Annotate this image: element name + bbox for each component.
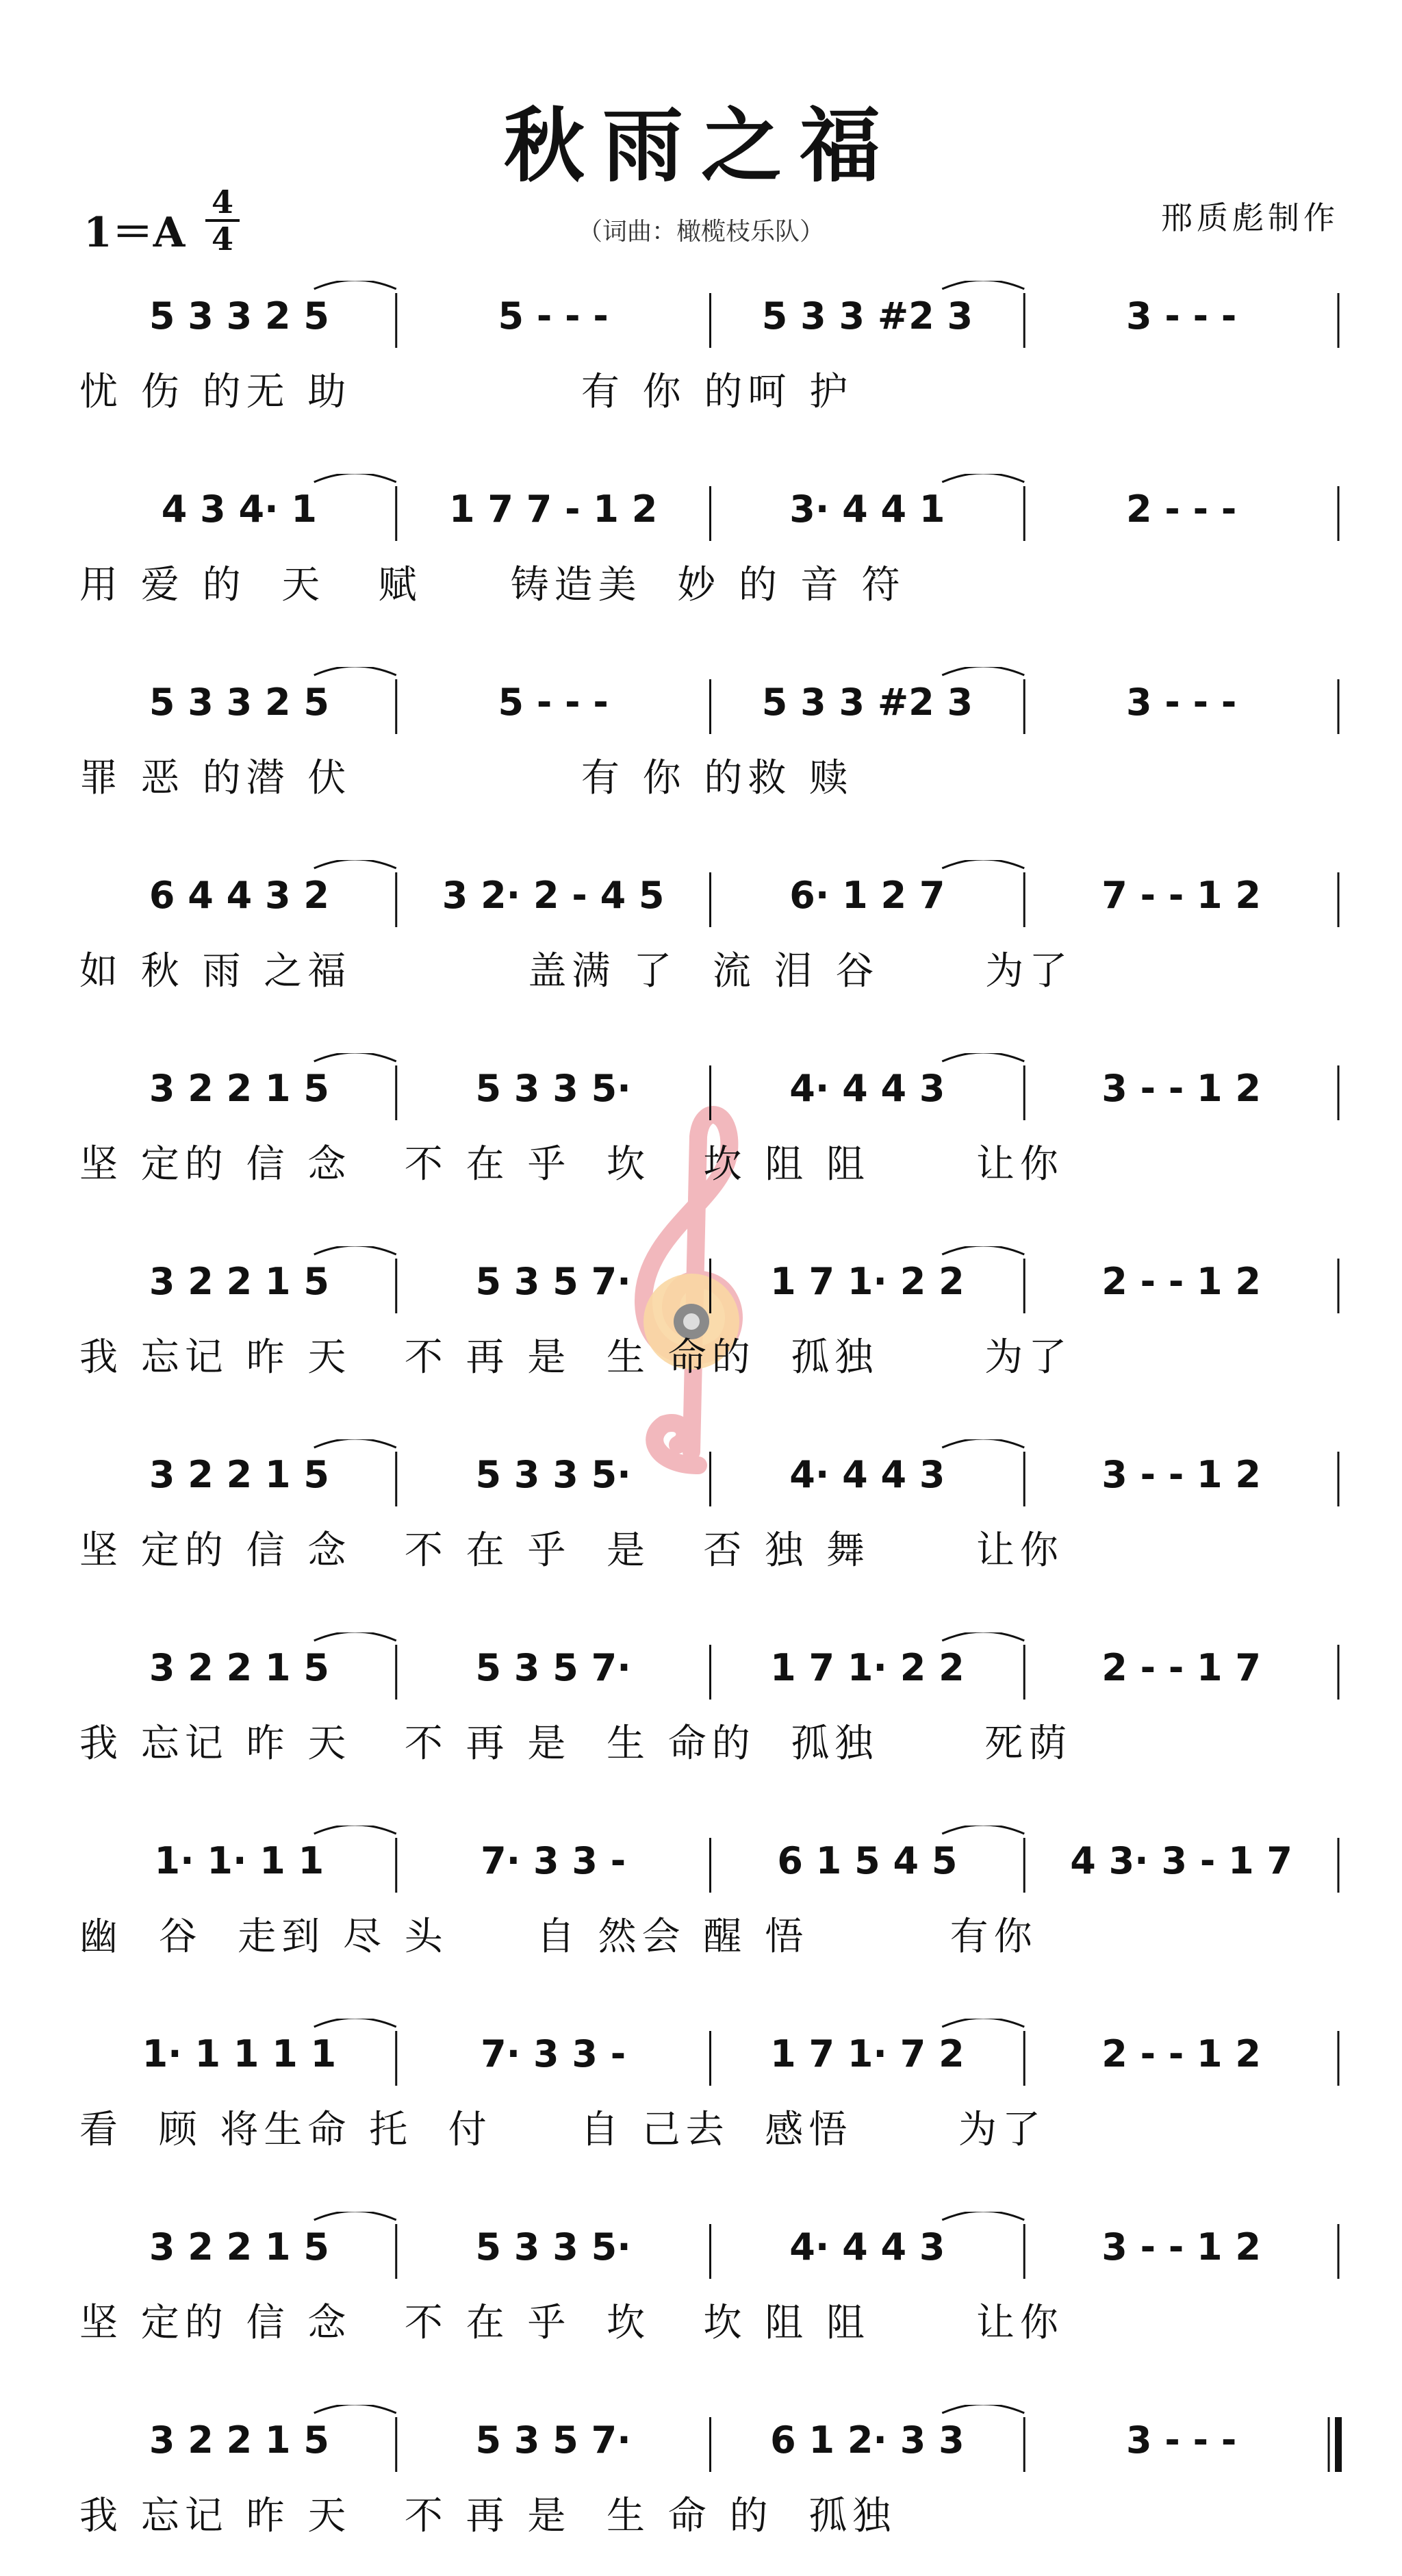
measure-notes: 5 3 5 7· bbox=[475, 1646, 631, 1689]
lyric-line: 坚 定的 信 念 不 在 乎 坎 坎 阻 阻 让你 bbox=[79, 1142, 1064, 1187]
lyric-line: 我 忘记 昨 天 不 再 是 生 命的 孤独 死荫 bbox=[79, 1721, 1073, 1766]
lyric-line: 看 顾 将生命 托 付 自 己去 感悟 为了 bbox=[79, 2108, 1047, 2152]
measure-notes: 4 3 4· 1 bbox=[161, 488, 317, 531]
score-system bbox=[0, 474, 1402, 645]
tie-arc bbox=[942, 1826, 1024, 1834]
measure-notes: 1 7 1· 2 2 bbox=[770, 1646, 965, 1689]
measure-notes: 2 - - - bbox=[1126, 488, 1237, 531]
tie-arc bbox=[942, 2212, 1024, 2220]
score-system bbox=[0, 1632, 1402, 1804]
measure-notes: 7· 3 3 - bbox=[481, 1839, 626, 1882]
tie-arc bbox=[942, 2019, 1024, 2027]
tie-arc bbox=[314, 2019, 396, 2027]
tie-arc bbox=[314, 1826, 396, 1834]
score-system bbox=[0, 667, 1402, 838]
tie-arc bbox=[314, 2405, 396, 2413]
measure-notes: 3 2 2 1 5 bbox=[149, 2225, 329, 2269]
measure-notes: 4· 4 4 3 bbox=[789, 1067, 945, 1110]
notation-row bbox=[0, 667, 1402, 749]
tie-arc bbox=[942, 667, 1024, 675]
measure-notes: 3 2 2 1 5 bbox=[149, 1646, 329, 1689]
measure-notes: 5 3 5 7· bbox=[475, 2419, 631, 2462]
score-system bbox=[0, 281, 1402, 452]
lyric-line: 如 秋 雨 之福 盖满 了 流 泪 谷 为了 bbox=[79, 949, 1073, 994]
measure-notes: 3 - - - bbox=[1126, 294, 1237, 338]
measure-notes: 3 2 2 1 5 bbox=[149, 2419, 329, 2462]
tie-arc bbox=[942, 860, 1024, 868]
notation-row bbox=[0, 1246, 1402, 1328]
measure-notes: 5 3 3 5· bbox=[475, 2225, 631, 2269]
tie-arc bbox=[942, 1439, 1024, 1448]
measure-notes: 6 1 2· 3 3 bbox=[770, 2419, 965, 2462]
score-system bbox=[0, 860, 1402, 1031]
notation-row bbox=[0, 2019, 1402, 2101]
notation-row bbox=[0, 1632, 1402, 1715]
score-system bbox=[0, 2405, 1402, 2576]
key-signature: 1＝A bbox=[84, 209, 186, 257]
measure-notes: 3 - - - bbox=[1126, 2419, 1237, 2462]
composer-credit: （词曲：橄榄枝乐队） bbox=[577, 218, 824, 246]
measure-notes: 3 - - 1 2 bbox=[1101, 1453, 1261, 1496]
score-system bbox=[0, 1053, 1402, 1224]
score-system bbox=[0, 2212, 1402, 2383]
tie-arc bbox=[942, 1053, 1024, 1061]
notation-row bbox=[0, 1053, 1402, 1135]
measure-notes: 7· 3 3 - bbox=[481, 2032, 626, 2075]
measure-notes: 5 3 3 2 5 bbox=[149, 681, 329, 724]
measure-notes: 5 3 3 2 5 bbox=[149, 294, 329, 338]
tie-arc bbox=[942, 1632, 1024, 1641]
notation-row bbox=[0, 2212, 1402, 2294]
score-system bbox=[0, 1439, 1402, 1611]
lyric-line: 幽 谷 走到 尽 头 自 然会 醒 悟 有你 bbox=[79, 1915, 1038, 1959]
arranger-credit: 邢质彪制作 bbox=[1161, 199, 1339, 236]
tie-arc bbox=[942, 1246, 1024, 1254]
measure-notes: 2 - - 1 2 bbox=[1101, 1260, 1261, 1303]
tie-arc bbox=[942, 474, 1024, 482]
measure-notes: 3 2 2 1 5 bbox=[149, 1260, 329, 1303]
notation-row bbox=[0, 860, 1402, 942]
lyric-line: 坚 定的 信 念 不 在 乎 坎 坎 阻 阻 让你 bbox=[79, 2301, 1064, 2345]
measure-notes: 3 2 2 1 5 bbox=[149, 1067, 329, 1110]
measure-notes: 4· 4 4 3 bbox=[789, 1453, 945, 1496]
tie-arc bbox=[942, 2405, 1024, 2413]
tie-arc bbox=[314, 667, 396, 675]
lyric-line: 罪 恶 的潜 伏 有 你 的救 赎 bbox=[79, 756, 854, 800]
tie-arc bbox=[314, 1053, 396, 1061]
measure-notes: 5 3 3 5· bbox=[475, 1453, 631, 1496]
lyric-line: 忧 伤 的无 助 有 你 的呵 护 bbox=[79, 370, 854, 414]
measure-notes: 5 3 5 7· bbox=[475, 1260, 631, 1303]
measure-notes: 3· 4 4 1 bbox=[789, 488, 945, 531]
tie-arc bbox=[314, 2212, 396, 2220]
measure-notes: 1 7 1· 7 2 bbox=[770, 2032, 965, 2075]
tie-arc bbox=[942, 281, 1024, 289]
lyric-line: 用 爱 的 天 赋 铸造美 妙 的 音 符 bbox=[79, 563, 906, 607]
notation-row bbox=[0, 281, 1402, 363]
time-signature-top: 4 bbox=[211, 184, 233, 220]
notation-row bbox=[0, 1439, 1402, 1521]
tie-arc bbox=[314, 1439, 396, 1448]
lyric-line: 坚 定的 信 念 不 在 乎 是 否 独 舞 让你 bbox=[79, 1528, 1064, 1573]
measure-notes: 1 7 7 - 1 2 bbox=[448, 488, 658, 531]
measure-notes: 3 2 2 1 5 bbox=[149, 1453, 329, 1496]
measure-notes: 1· 1 1 1 1 bbox=[142, 2032, 337, 2075]
measure-notes: 5 - - - bbox=[498, 294, 609, 338]
measure-notes: 2 - - 1 2 bbox=[1101, 2032, 1261, 2075]
measure-notes: 6 4 4 3 2 bbox=[149, 874, 329, 917]
notation-row bbox=[0, 1826, 1402, 1908]
tie-arc bbox=[314, 474, 396, 482]
measure-notes: 1· 1· 1 1 bbox=[154, 1839, 324, 1882]
notation-row bbox=[0, 474, 1402, 556]
tie-arc bbox=[314, 1632, 396, 1641]
measure-notes: 3 - - - bbox=[1126, 681, 1237, 724]
measure-notes: 6 1 5 4 5 bbox=[777, 1839, 958, 1882]
score-system bbox=[0, 1246, 1402, 1417]
lyric-line: 我 忘记 昨 天 不 再 是 生 命 的 孤独 bbox=[79, 2494, 897, 2538]
measure-notes: 4· 4 4 3 bbox=[789, 2225, 945, 2269]
measure-notes: 5 3 3 #2 3 bbox=[761, 294, 973, 338]
measure-notes: 3 - - 1 2 bbox=[1101, 2225, 1261, 2269]
notation-row bbox=[0, 2405, 1402, 2487]
measure-notes: 4 3· 3 - 1 7 bbox=[1070, 1839, 1293, 1882]
measure-notes: 5 - - - bbox=[498, 681, 609, 724]
score-system bbox=[0, 1826, 1402, 1997]
time-signature-bottom: 4 bbox=[211, 220, 233, 257]
tie-arc bbox=[314, 860, 396, 868]
measure-notes: 5 3 3 5· bbox=[475, 1067, 631, 1110]
measure-notes: 5 3 3 #2 3 bbox=[761, 681, 973, 724]
measure-notes: 3 2· 2 - 4 5 bbox=[442, 874, 665, 917]
measure-notes: 7 - - 1 2 bbox=[1101, 874, 1261, 917]
score-system bbox=[0, 2019, 1402, 2190]
measure-notes: 6· 1 2 7 bbox=[789, 874, 945, 917]
measure-notes: 3 - - 1 2 bbox=[1101, 1067, 1261, 1110]
measure-notes: 1 7 1· 2 2 bbox=[770, 1260, 965, 1303]
song-title: 秋雨之福 bbox=[503, 98, 898, 193]
tie-arc bbox=[314, 1246, 396, 1254]
tie-arc bbox=[314, 281, 396, 289]
lyric-line: 我 忘记 昨 天 不 再 是 生 命的 孤独 为了 bbox=[79, 1335, 1073, 1380]
measure-notes: 2 - - 1 7 bbox=[1101, 1646, 1261, 1689]
